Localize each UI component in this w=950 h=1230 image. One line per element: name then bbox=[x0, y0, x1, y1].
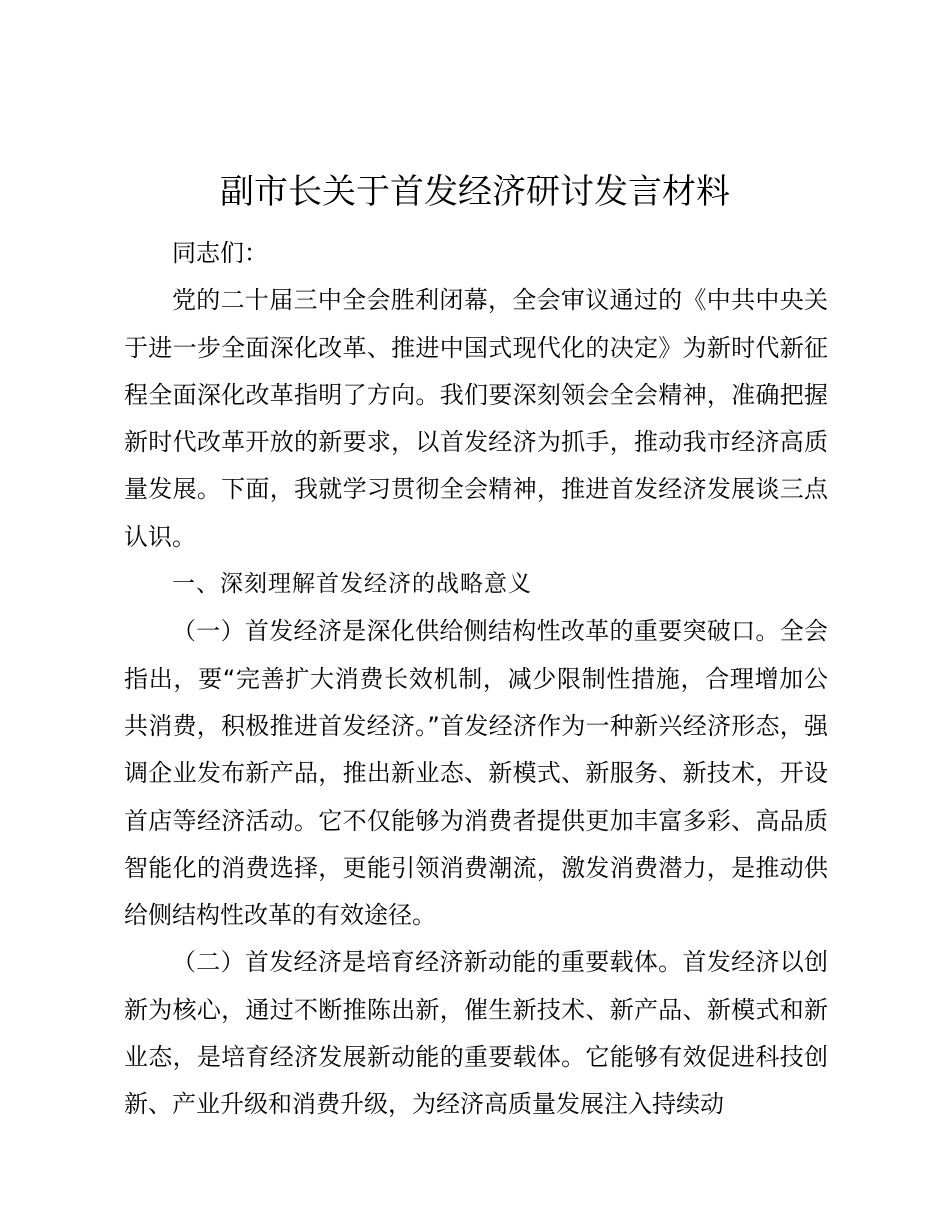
document-body bbox=[124, 230, 828, 1129]
document-title: 副市长关于首发经济研讨发言材料 bbox=[220, 172, 730, 212]
paragraph-point-one: （一）首发经济是深化供给侧结构性改革的重要突破口。全会指出，要“完善扩大消费长效机制，减少限制性措施，合理增加公共消费，积极推进首发经济。”首发经济作为一种新兴经济形态，强调企业发布新产品，推出新业态、新模式、新服务、新技术，开设首店等经济活动。它不仅能够为消费者提供更加丰富多彩、高品质智能化的消费选择，更能引领消费潮流，激发消费潜力，是推动供给侧结构性改革的有效途径。 bbox=[124, 617, 828, 930]
paragraph-intro: 党的二十届三中全会胜利闭幕，全会审议通过的《中共中央关于进一步全面深化改革、推进中国式现代化的决定》为新时代新征程全面深化改革指明了方向。我们要深刻领会全会精神，准确把握新时代改革开放的新要求，以首发经济为抓手，推动我市经济高质量发展。下面，我就学习贯彻全会精神，推进首发经济发展谈三点认识。 bbox=[124, 286, 828, 551]
section-heading: 一、深刻理解首发经济的战略意义 bbox=[172, 571, 532, 598]
paragraph-point-two: （二）首发经济是培育经济新动能的重要载体。首发经济以创新为核心，通过不断推陈出新，催生新技术、新产品、新模式和新业态，是培育经济发展新动能的重要载体。它能够有效促进科技创新、产业升级和消费升级，为经济高质量发展注入持续动 bbox=[124, 948, 828, 1119]
salutation: 同志们： bbox=[172, 239, 268, 267]
